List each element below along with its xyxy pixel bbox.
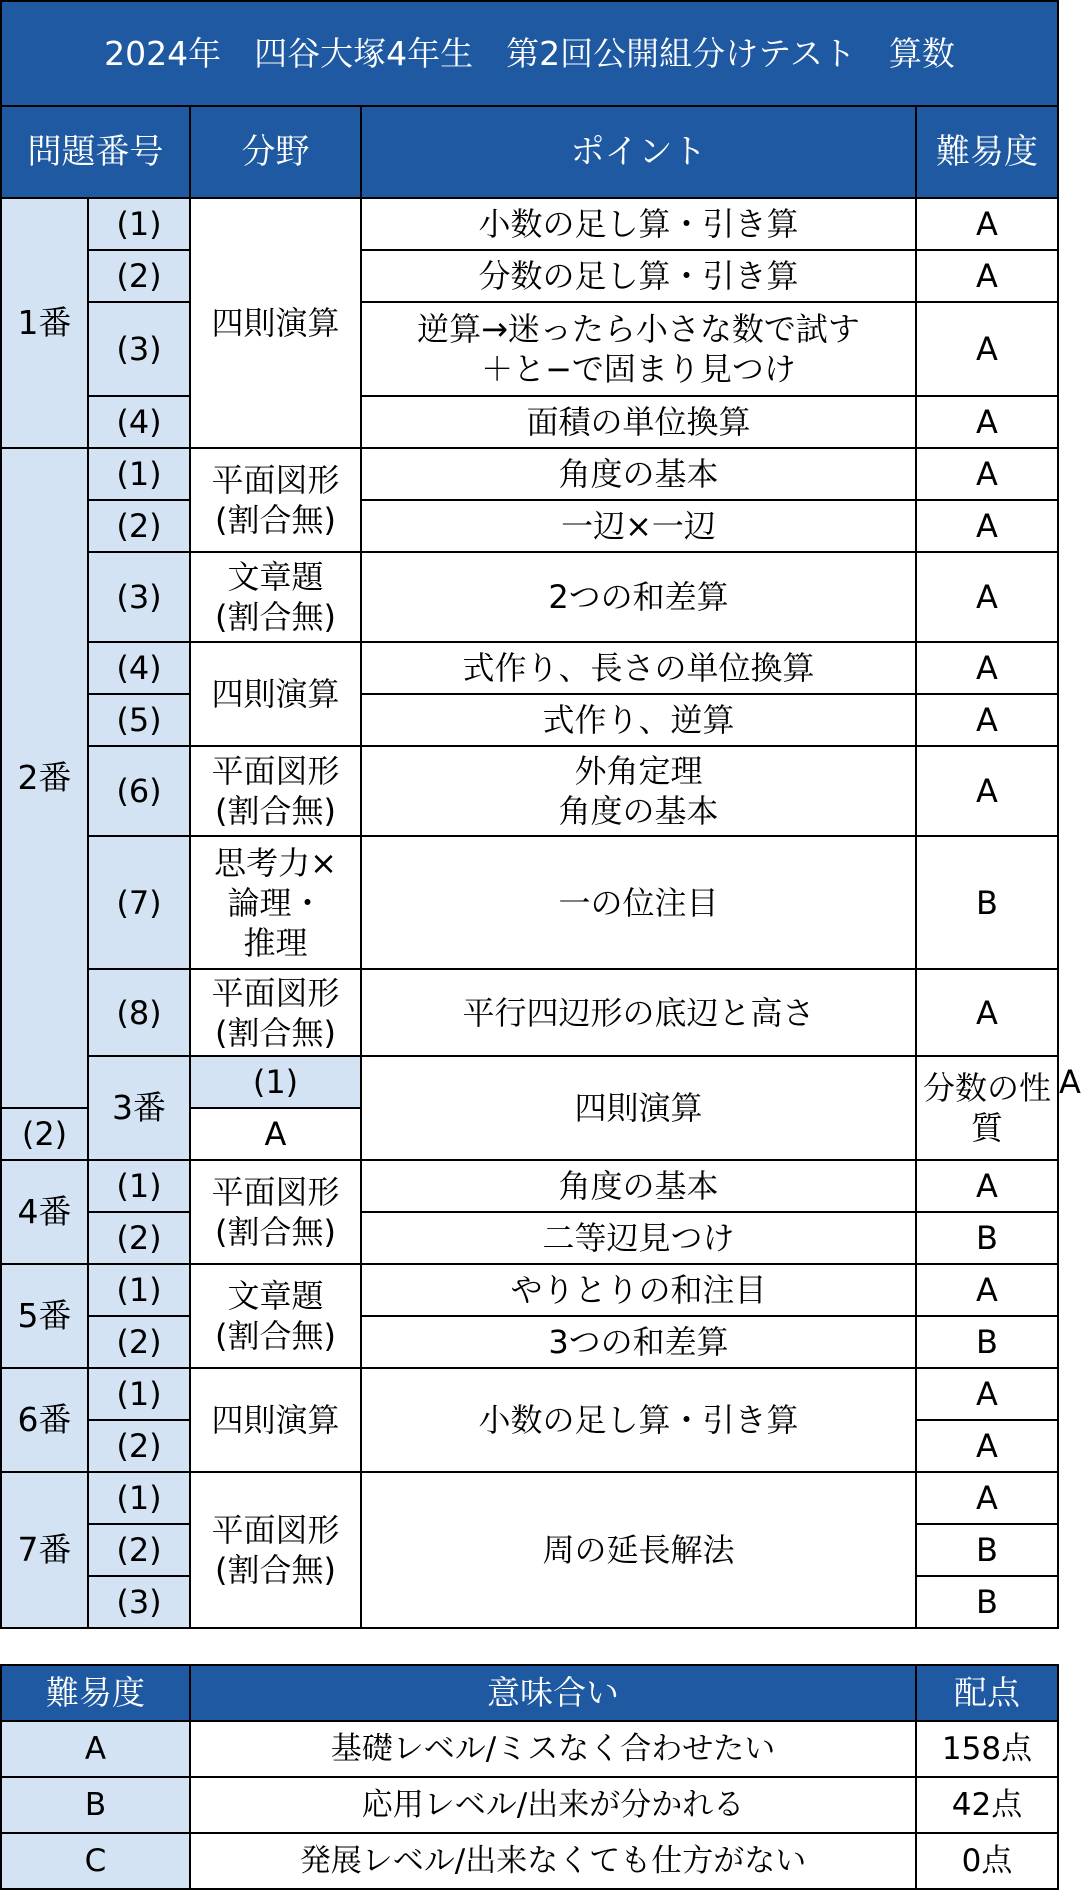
field-cell: 四則演算 xyxy=(190,198,361,448)
difficulty-cell: A xyxy=(916,1420,1058,1472)
sub-number: (1) xyxy=(88,1264,190,1316)
point-cell: 角度の基本 xyxy=(361,448,916,500)
field-line: 推理 xyxy=(243,923,308,962)
point-cell: 式作り、逆算 xyxy=(361,694,916,746)
sub-number: (6) xyxy=(88,746,190,836)
difficulty-cell: A xyxy=(190,1108,361,1160)
difficulty-cell: A xyxy=(916,642,1058,694)
difficulty-cell: B xyxy=(916,1576,1058,1628)
difficulty-cell: A xyxy=(916,694,1058,746)
sub-number: (4) xyxy=(88,396,190,448)
table-row xyxy=(1,552,1058,642)
sub-number: (2) xyxy=(88,250,190,302)
field-line: 平面図形 xyxy=(211,1173,340,1211)
sub-number: (4) xyxy=(88,642,190,694)
field-line: 平面図形 xyxy=(211,1511,340,1549)
field-line: (割合無) xyxy=(215,501,336,539)
difficulty-cell: A xyxy=(916,746,1058,836)
table-row xyxy=(1,302,1058,396)
problem-number: 7番 xyxy=(1,1472,88,1628)
legend-level: C xyxy=(1,1833,190,1889)
point-cell: 平行四辺形の底辺と高さ xyxy=(361,969,916,1056)
legend-meaning: 発展レベル/出来なくても仕方がない xyxy=(190,1833,916,1889)
header-difficulty: 難易度 xyxy=(916,106,1058,198)
point-line: 外角定理 xyxy=(574,752,703,790)
field-line: (割合無) xyxy=(215,1013,336,1052)
field-line: (割合無) xyxy=(215,1213,336,1251)
sub-number: (3) xyxy=(88,302,190,396)
point-line: 逆算→迷ったら小さな数で試す xyxy=(417,310,860,348)
sub-number: (5) xyxy=(88,694,190,746)
point-cell: 一辺×一辺 xyxy=(361,500,916,552)
table-row xyxy=(1,1160,1058,1212)
difficulty-cell: B xyxy=(916,1524,1058,1576)
table-row xyxy=(1,448,1058,500)
table-row xyxy=(1,500,1058,552)
field-cell xyxy=(190,1264,361,1368)
difficulty-cell: A xyxy=(916,198,1058,250)
field-cell xyxy=(190,969,361,1056)
point-cell: 二等辺見つけ xyxy=(361,1212,916,1264)
point-cell: 周の延長解法 xyxy=(361,1472,916,1628)
legend-meaning: 応用レベル/出来が分かれる xyxy=(190,1777,916,1833)
problem-number: 3番 xyxy=(88,1056,190,1160)
field-line: 文章題 xyxy=(227,1277,324,1315)
table-row xyxy=(1,746,1058,836)
sub-number: (1) xyxy=(190,1056,361,1108)
field-cell xyxy=(190,746,361,836)
sub-number: (1) xyxy=(88,1160,190,1212)
sub-number: (8) xyxy=(88,969,190,1056)
table-row xyxy=(1,1316,1058,1368)
sub-number: (2) xyxy=(88,1212,190,1264)
field-cell: 四則演算 xyxy=(190,1368,361,1472)
table-row xyxy=(1,694,1058,746)
difficulty-cell: A xyxy=(916,1264,1058,1316)
point-cell: 小数の足し算・引き算 xyxy=(361,198,916,250)
legend-row xyxy=(1,1777,1058,1833)
difficulty-cell: A xyxy=(916,396,1058,448)
table-row xyxy=(1,1472,1058,1524)
field-cell: 四則演算 xyxy=(361,1056,916,1160)
field-line: 平面図形 xyxy=(211,752,340,790)
page-title: 2024年 四谷大塚4年生 第2回公開組分けテスト 算数 xyxy=(1,1,1058,106)
point-cell: 分数の足し算・引き算 xyxy=(361,250,916,302)
table-row xyxy=(1,836,1058,969)
field-cell xyxy=(190,1472,361,1628)
legend-score: 0点 xyxy=(916,1833,1058,1889)
difficulty-cell: A xyxy=(916,1368,1058,1420)
legend-header-difficulty: 難易度 xyxy=(1,1665,190,1721)
sub-number: (1) xyxy=(88,1472,190,1524)
difficulty-cell: A xyxy=(916,1472,1058,1524)
field-line: 平面図形 xyxy=(211,973,340,1012)
table-row xyxy=(1,396,1058,448)
table-row xyxy=(1,1264,1058,1316)
field-cell xyxy=(190,552,361,642)
field-cell xyxy=(190,1160,361,1264)
point-cell: 2つの和差算 xyxy=(361,552,916,642)
problem-number: 2番 xyxy=(1,448,88,1108)
point-line: 角度の基本 xyxy=(558,792,719,830)
field-line: 論理・ xyxy=(227,883,324,922)
point-cell: 式作り、長さの単位換算 xyxy=(361,642,916,694)
sub-number: (2) xyxy=(1,1108,88,1160)
point-cell xyxy=(361,302,916,396)
field-line: (割合無) xyxy=(215,1551,336,1589)
field-line: 文章題 xyxy=(227,558,324,596)
table-row: 3番 (1) 四則演算 分数の性質 A xyxy=(1,1056,1058,1108)
problem-number: 4番 xyxy=(1,1160,88,1264)
table-row xyxy=(1,969,1058,1056)
header-field: 分野 xyxy=(190,106,361,198)
table-row xyxy=(1,1212,1058,1264)
legend-row xyxy=(1,1721,1058,1777)
sub-number: (1) xyxy=(88,1368,190,1420)
legend-score: 42点 xyxy=(916,1777,1058,1833)
point-cell: 一の位注目 xyxy=(361,836,916,969)
difficulty-cell: A xyxy=(916,969,1058,1056)
point-line: ＋と−で固まり見つけ xyxy=(481,350,796,388)
problem-number: 1番 xyxy=(1,198,88,448)
point-cell: 小数の足し算・引き算 xyxy=(361,1368,916,1472)
field-line: (割合無) xyxy=(215,1317,336,1355)
field-cell: 四則演算 xyxy=(190,642,361,746)
header-point: ポイント xyxy=(361,106,916,198)
point-cell: やりとりの和注目 xyxy=(361,1264,916,1316)
difficulty-cell: A xyxy=(916,302,1058,396)
point-cell xyxy=(361,746,916,836)
sub-number: (3) xyxy=(88,552,190,642)
problem-number: 5番 xyxy=(1,1264,88,1368)
field-cell xyxy=(190,836,361,969)
legend-score: 158点 xyxy=(916,1721,1058,1777)
point-cell: 角度の基本 xyxy=(361,1160,916,1212)
header-problem: 問題番号 xyxy=(1,106,190,198)
sub-number: (1) xyxy=(88,198,190,250)
difficulty-cell: A xyxy=(916,1160,1058,1212)
legend-meaning: 基礎レベル/ミスなく合わせたい xyxy=(190,1721,916,1777)
sub-number: (2) xyxy=(88,1524,190,1576)
difficulty-cell: A xyxy=(916,552,1058,642)
legend-header-score: 配点 xyxy=(916,1665,1058,1721)
header-row xyxy=(1,106,1058,198)
sub-number: (2) xyxy=(88,500,190,552)
table-row xyxy=(1,250,1058,302)
field-line: (割合無) xyxy=(215,792,336,830)
table-row xyxy=(1,1368,1058,1420)
title-row xyxy=(1,1,1058,106)
field-line: (割合無) xyxy=(215,598,336,636)
legend-table xyxy=(0,1664,1059,1890)
field-line: 思考力× xyxy=(214,843,337,882)
difficulty-cell: A xyxy=(916,500,1058,552)
field-line: 平面図形 xyxy=(211,461,340,499)
point-cell: 3つの和差算 xyxy=(361,1316,916,1368)
sub-number: (1) xyxy=(88,448,190,500)
table-row xyxy=(1,642,1058,694)
sub-number: (2) xyxy=(88,1316,190,1368)
sub-number: (3) xyxy=(88,1576,190,1628)
legend-header-meaning: 意味合い xyxy=(190,1665,916,1721)
legend-level: A xyxy=(1,1721,190,1777)
difficulty-cell: B xyxy=(916,836,1058,969)
legend-row xyxy=(1,1833,1058,1889)
sub-number: (7) xyxy=(88,836,190,969)
point-cell: 面積の単位換算 xyxy=(361,396,916,448)
legend-header-row xyxy=(1,1665,1058,1721)
table-row xyxy=(1,198,1058,250)
field-cell xyxy=(190,448,361,552)
problem-number: 6番 xyxy=(1,1368,88,1472)
legend-level: B xyxy=(1,1777,190,1833)
difficulty-cell: A xyxy=(916,448,1058,500)
difficulty-cell: B xyxy=(916,1316,1058,1368)
difficulty-cell: B xyxy=(916,1212,1058,1264)
point-cell: 分数の性質 xyxy=(916,1056,1058,1160)
sub-number: (2) xyxy=(88,1420,190,1472)
difficulty-cell: A xyxy=(916,250,1058,302)
